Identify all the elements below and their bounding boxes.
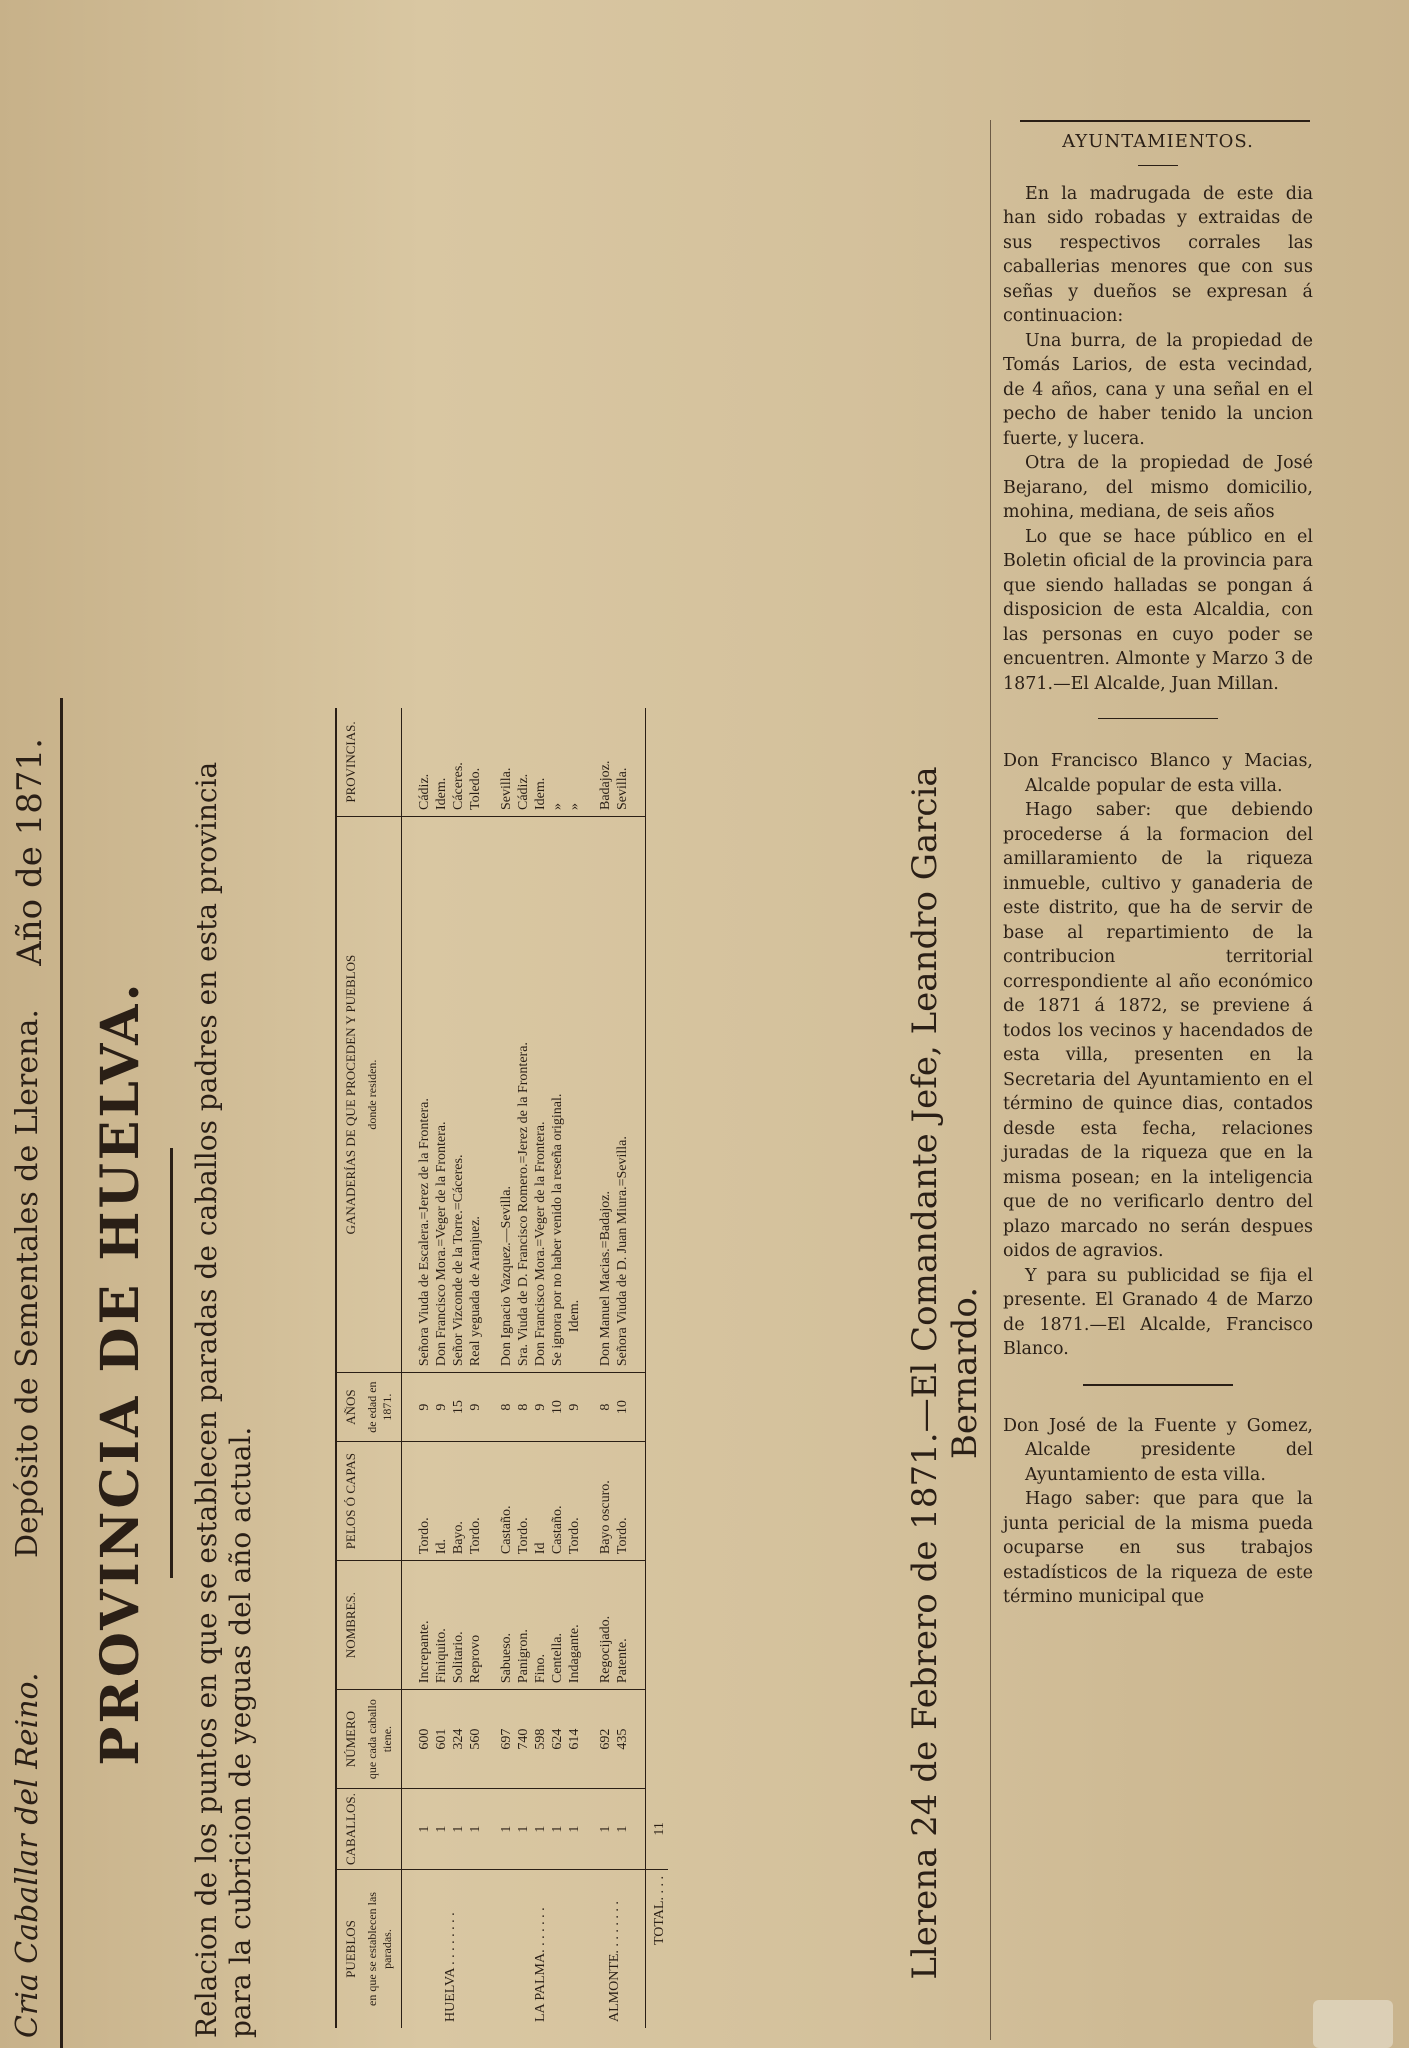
table-row: [614, 708, 631, 2028]
pueblo-cell: LA PALMA. . . . . . .: [533, 1907, 548, 2022]
caballos-cell: 1: [467, 1789, 484, 1870]
notice-paragraph: Una burra, de la propiedad de Tomás Larios, de esta vecindad, de 4 años, cana y una señal en el pecho de haber tenido la uncion fuerte, y lucera.: [1003, 330, 1313, 449]
table-row: [597, 708, 614, 2028]
ganaderia-cell: Don Francisco Mora.=Veger de la Frontera.: [532, 817, 549, 1373]
anos-cell: 9: [467, 1373, 484, 1442]
provincia-cell: Sevilla.: [498, 708, 515, 817]
heading-dash: [1138, 165, 1178, 166]
ganaderia-cell: Real yeguada de Aranjuez.: [467, 817, 484, 1373]
page-header: [10, 698, 60, 2038]
paradas-table: [335, 708, 668, 2028]
total-row: [646, 708, 669, 2028]
provincia-cell: »: [566, 708, 583, 817]
provincia-cell: Badajoz.: [597, 708, 614, 817]
table-row: [549, 708, 566, 2028]
caballos-cell: 1: [566, 1789, 583, 1870]
notice-paragraph: Don Francisco Blanco y Macias, Alcalde popular de esta villa.: [1003, 751, 1313, 796]
numero-cell: 435: [614, 1690, 631, 1789]
table-row: [515, 708, 532, 2028]
table-row: [532, 708, 549, 2028]
total-label: TOTAL. . . .: [646, 1870, 669, 2029]
caballos-cell: 1: [532, 1789, 549, 1870]
table-row: [416, 708, 433, 2028]
anos-cell: 8: [515, 1373, 532, 1442]
col-provincias: PROVINCIAS.: [336, 708, 402, 817]
anos-cell: 9: [433, 1373, 450, 1442]
caballos-cell: 1: [549, 1789, 566, 1870]
notice-paragraph: Lo que se hace público en el Boletin oficial de la provincia para que siendo halladas se pongan á disposicion de esta Alcaldia, con las personas en cuyo poder se encuentren. Almonte y Marzo 3 de 1871.—El Alcalde, Juan Millan.: [1003, 526, 1313, 694]
caballos-cell: 1: [433, 1789, 450, 1870]
numero-cell: 324: [450, 1690, 467, 1789]
header-center: Depósito de Sementales de Llerena.: [10, 1009, 45, 1558]
pelo-cell: Tordo.: [515, 1442, 532, 1561]
anos-cell: 10: [614, 1373, 631, 1442]
total-value: 11: [646, 1789, 669, 1870]
table-row: [566, 708, 583, 2028]
caballos-cell: 1: [450, 1789, 467, 1870]
ganaderia-cell: Señora Viuda de Escalera.=Jerez de la Frontera.: [416, 817, 433, 1373]
ganaderia-cell: Idem.: [566, 817, 583, 1373]
anos-cell: 9: [532, 1373, 549, 1442]
nombre-cell: Increpante.: [416, 1561, 433, 1690]
title-underline: [170, 1148, 173, 1578]
numero-cell: 614: [566, 1690, 583, 1789]
caballos-cell: 1: [614, 1789, 631, 1870]
column-divider: [990, 120, 991, 2040]
table-row: [450, 708, 467, 2028]
pelo-cell: Castaño.: [498, 1442, 515, 1561]
ganaderia-cell: Se ignora por no haber venido la reseña original.: [549, 817, 566, 1373]
col-caballos: CABALLOS.: [336, 1789, 402, 1870]
col-nombres: NOMBRES.: [336, 1561, 402, 1690]
nombre-cell: Solitario.: [450, 1561, 467, 1690]
provincia-cell: Cádiz.: [416, 708, 433, 817]
nombre-cell: Regocijado.: [597, 1561, 614, 1690]
notice-separator: [1098, 718, 1218, 719]
nombre-cell: Indagante.: [566, 1561, 583, 1690]
anos-cell: 8: [498, 1373, 515, 1442]
column-top-rule: [1020, 120, 1310, 122]
col-numero: NÚMERO que cada caballo tiene.: [336, 1690, 402, 1789]
anos-cell: 15: [450, 1373, 467, 1442]
pelo-cell: Bayo.: [450, 1442, 467, 1561]
page-title: PROVINCIA DE HUELVA.: [90, 980, 151, 1766]
caballos-cell: 1: [498, 1789, 515, 1870]
ganaderia-cell: Señor Vizconde de la Torre.=Cáceres.: [450, 817, 467, 1373]
nombre-cell: Centella.: [549, 1561, 566, 1690]
header-rule: [60, 698, 63, 2048]
notice-paragraph: En la madrugada de este dia han sido robadas y extraidas de sus respectivos corrales las caballerias menores que con sus señas y dueños se expresan á continuacion:: [1003, 183, 1313, 326]
notice-paragraph: Don José de la Fuente y Gomez, Alcalde presidente del Ayuntamiento de esta villa.: [1003, 1415, 1313, 1485]
table-header-row: [336, 708, 402, 2028]
pelo-cell: Id.: [433, 1442, 450, 1561]
ganaderia-cell: Don Francisco Mora.=Veger de la Frontera.: [433, 817, 450, 1373]
notice-paragraph: Y para su publicidad se fija el presente. El Granado 4 de Marzo de 1871.—El Alcalde, Francisco Blanco.: [1003, 1265, 1313, 1359]
numero-cell: 624: [549, 1690, 566, 1789]
pelo-cell: Tordo.: [467, 1442, 484, 1561]
pelo-cell: Castaño.: [549, 1442, 566, 1561]
pelo-cell: Tordo.: [614, 1442, 631, 1561]
caballos-cell: 1: [597, 1789, 614, 1870]
anos-cell: 8: [597, 1373, 614, 1442]
pueblo-cell: HUELVA . . . . . . . .: [442, 1912, 458, 2022]
provincia-cell: Cádiz.: [515, 708, 532, 817]
pelo-cell: Tordo.: [416, 1442, 433, 1561]
col-ganaderias: GANADERÍAS DE QUE PROCEDEN Y PUEBLOS donde residen.: [336, 817, 402, 1373]
col-pelos: PELOS Ó CAPAS: [336, 1442, 402, 1561]
pelo-cell: Tordo.: [566, 1442, 583, 1561]
anos-cell: 10: [549, 1373, 566, 1442]
anos-cell: 9: [566, 1373, 583, 1442]
nombre-cell: Panigron.: [515, 1561, 532, 1690]
caballos-cell: 1: [515, 1789, 532, 1870]
rotated-notice: [0, 698, 990, 2048]
pelo-cell: Id: [532, 1442, 549, 1561]
numero-cell: 601: [433, 1690, 450, 1789]
intro-text: Relacion de los puntos en que se establecen paradas de caballos padres en esta provincia para la cubricion de yeguas del año actual.: [190, 761, 257, 2038]
numero-cell: 600: [416, 1690, 433, 1789]
numero-cell: 560: [467, 1690, 484, 1789]
pelo-cell: Bayo oscuro.: [597, 1442, 614, 1561]
section-heading: AYUNTAMIENTOS.: [1062, 131, 1254, 152]
table-row: [433, 708, 450, 2028]
ganaderia-cell: Señora Viuda de D. Juan Miura.=Sevilla.: [614, 817, 631, 1373]
nombre-cell: Sabueso.: [498, 1561, 515, 1690]
notice-paragraph: Otra de la propiedad de José Bejarano, del mismo domicilio, mohina, mediana, de seis años: [1003, 453, 1313, 522]
nombre-cell: Fino.: [532, 1561, 549, 1690]
col-anos: AÑOS de edad en 1871.: [336, 1373, 402, 1442]
anos-cell: 9: [416, 1373, 433, 1442]
pueblo-cell: ALMONTE. . . . . . . .: [606, 1901, 622, 2022]
col-pueblos: PUEBLOS en que se establecen las paradas.: [336, 1870, 402, 2029]
signature-line: Llerena 24 de Febrero de 1871.—El Comandante Jefe, Leandro Garcia Bernardo.: [905, 766, 985, 1980]
ganaderia-cell: Don Manuel Macias.=Badajoz.: [597, 817, 614, 1373]
nombre-cell: Patente.: [614, 1561, 631, 1690]
notice-paragraph: Hago saber: que debiendo procederse á la formacion del amillaramiento de la riqueza inmueble, cultivo y ganaderia de este distrito, que ha de servir de base al repartimiento de la contribucion territorial correspondiente al año económico de 1871 á 1872, se previene á todos los vecinos y hacendados de esta villa, presenten en la Secretaria del Ayuntamiento en el término de quince dias, contados desde esta fecha, relaciones juradas de la riqueza que en la misma posean; en la inteligencia que de no verificarlo dentro del plazo marcado no serán despues oidos de agravios.: [1003, 800, 1313, 1261]
ganaderia-cell: Don Ignacio Vazquez.—Sevilla.: [498, 817, 515, 1373]
ayuntamientos-column: [1003, 110, 1313, 1610]
nombre-cell: Finiquito.: [433, 1561, 450, 1690]
table-row: [467, 708, 484, 2028]
numero-cell: 598: [532, 1690, 549, 1789]
provincia-cell: Toledo.: [467, 708, 484, 817]
header-left: Cria Caballar del Reino.: [10, 1672, 45, 2038]
provincia-cell: »: [549, 708, 566, 817]
numero-cell: 697: [498, 1690, 515, 1789]
nombre-cell: Reprovo: [467, 1561, 484, 1690]
provincia-cell: Cáceres.: [450, 708, 467, 817]
provincia-cell: Sevilla.: [614, 708, 631, 817]
library-stamp: [1313, 2000, 1393, 2048]
provincia-cell: Idem.: [433, 708, 450, 817]
provincia-cell: Idem.: [532, 708, 549, 817]
table-row: [498, 708, 515, 2028]
header-year: Año de 1871.: [10, 738, 50, 966]
notice-separator: [1083, 1384, 1233, 1386]
numero-cell: 740: [515, 1690, 532, 1789]
numero-cell: 692: [597, 1690, 614, 1789]
caballos-cell: 1: [416, 1789, 433, 1870]
ganaderia-cell: Sra. Viuda de D. Francisco Romero.=Jerez de la Frontera.: [515, 817, 532, 1373]
notice-paragraph: Hago saber: que para que la junta pericial de la misma pueda ocuparse en sus trabajos estadísticos de la riqueza de este término municipal que: [1003, 1489, 1313, 1607]
